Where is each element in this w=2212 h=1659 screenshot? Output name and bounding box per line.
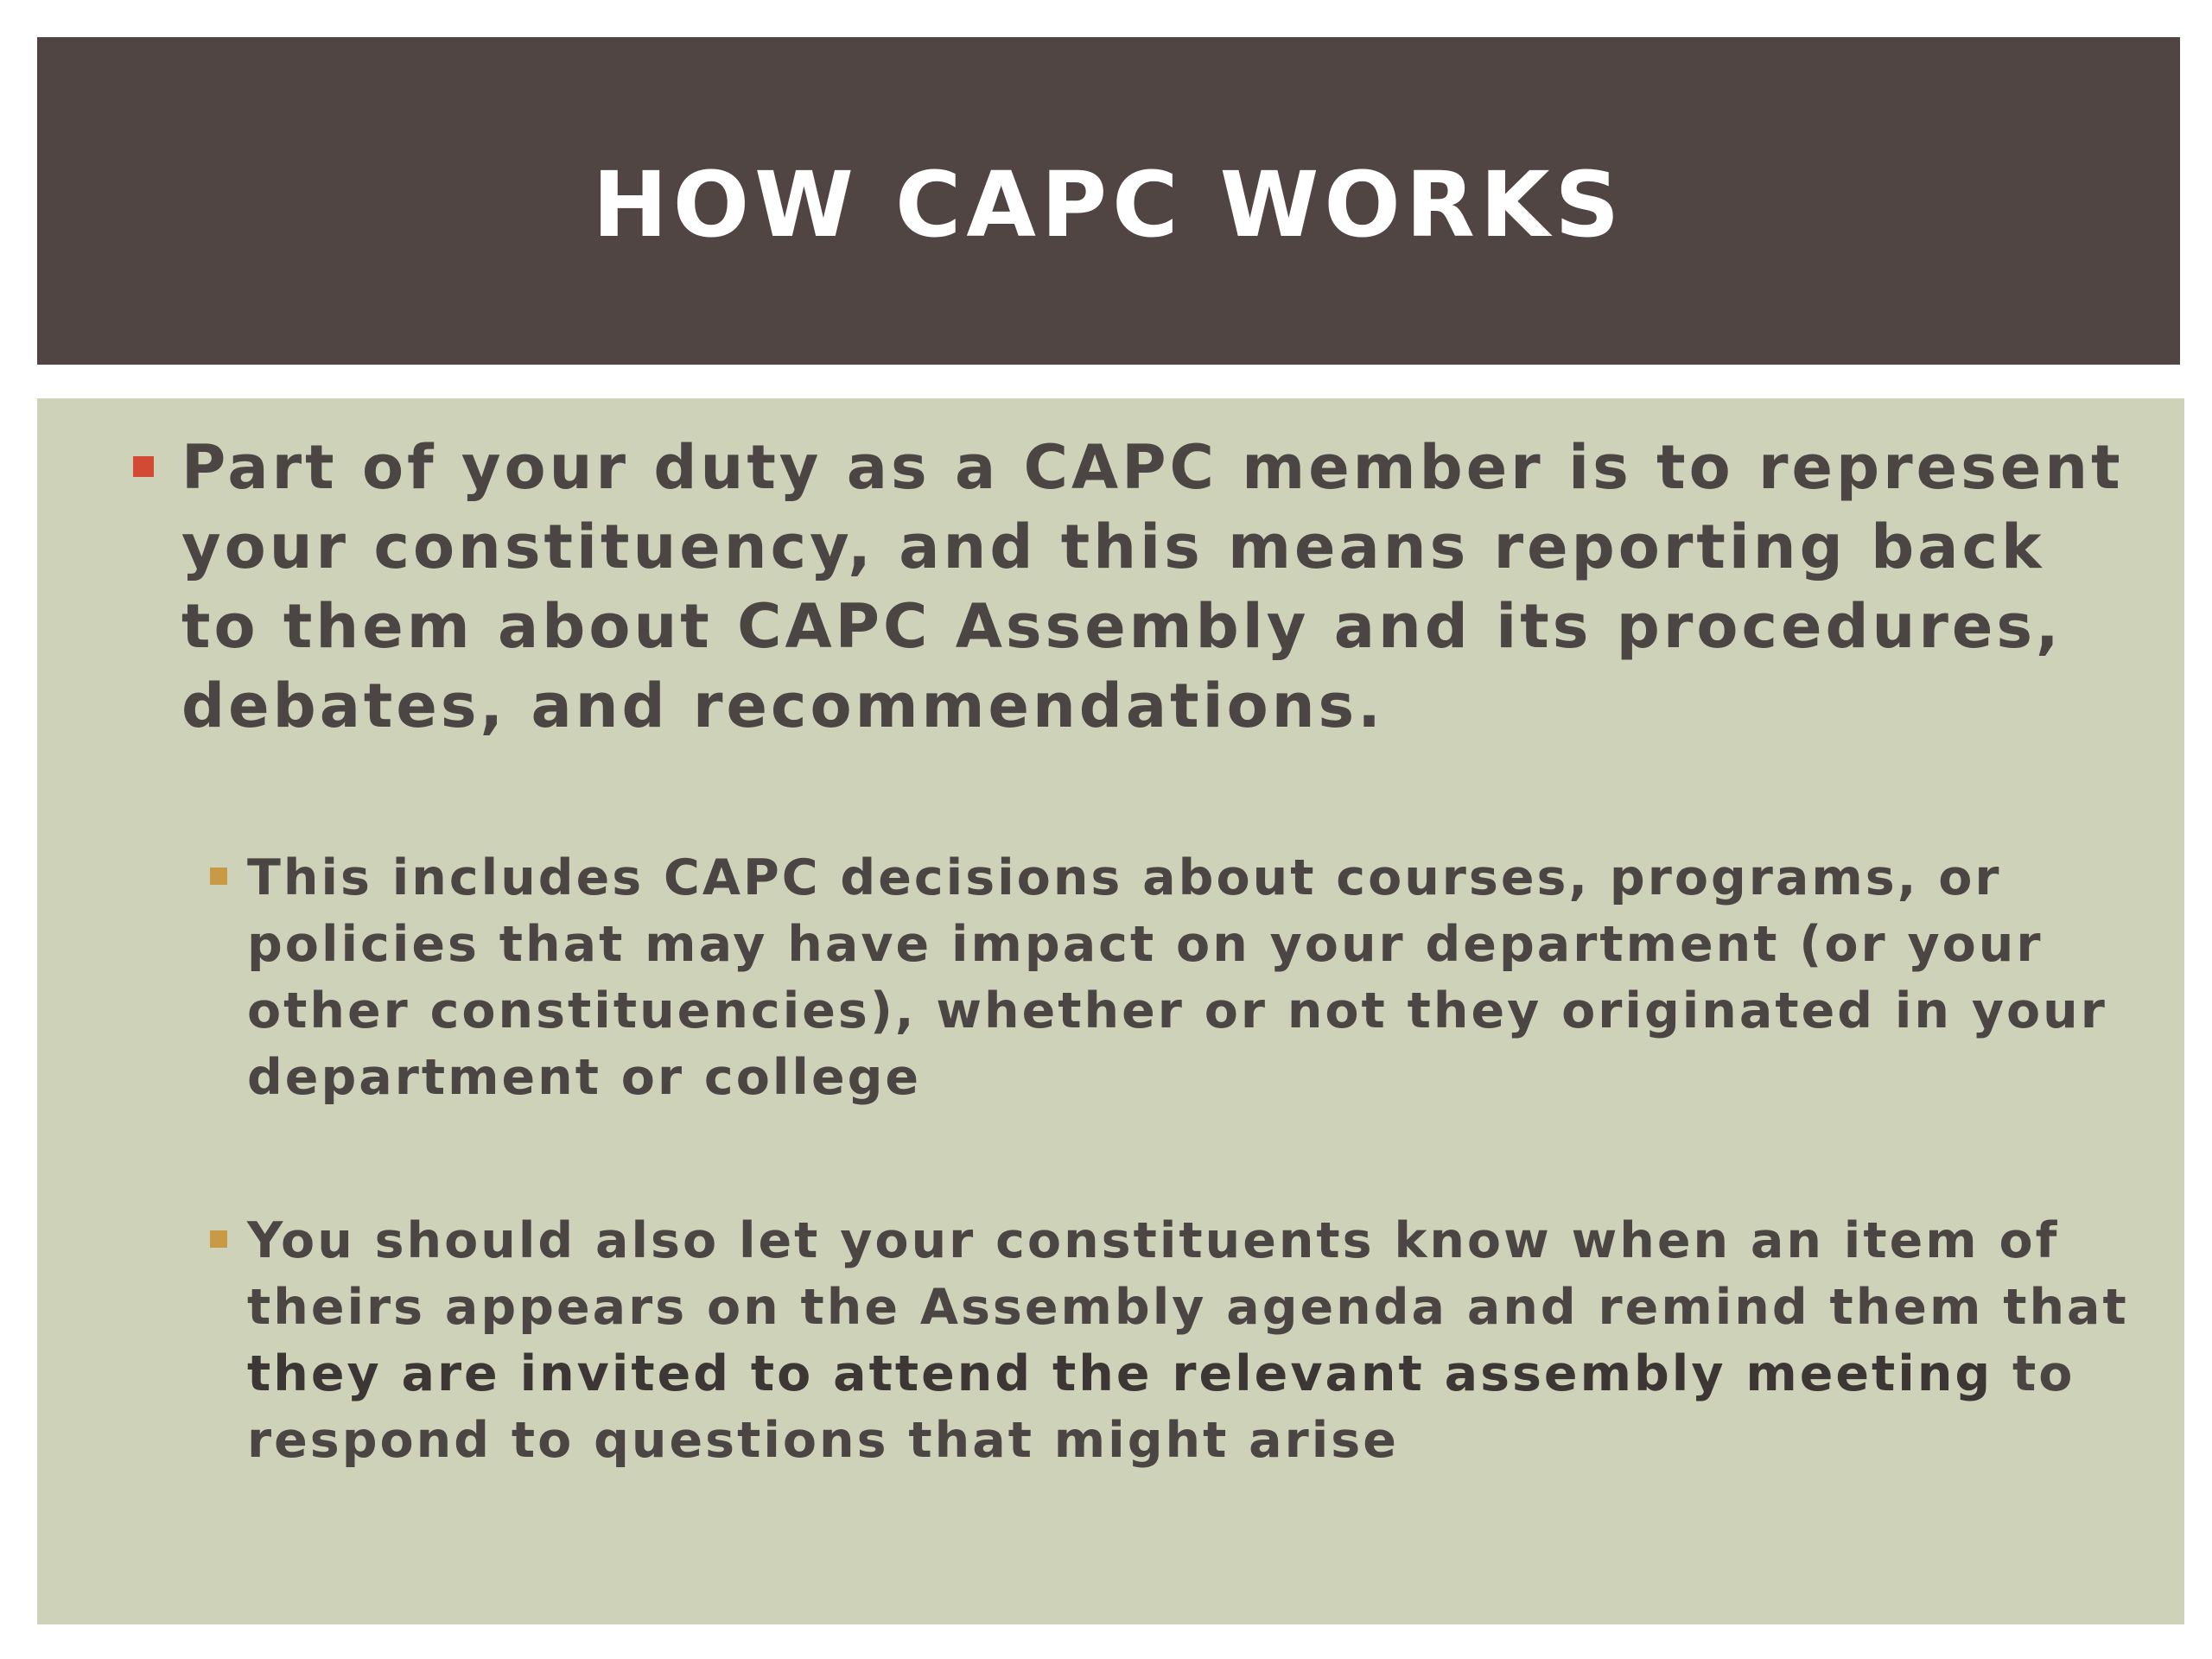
slide-title: HOW CAPC WORKS	[592, 151, 1625, 257]
sub-bullet-emphasis: they are invited to attend the relevant assembly meeting	[247, 1345, 1993, 1402]
main-bullet-text: Part of your duty as a CAPC member is to represent your constituency, and this means reporting back to them about CAPC Assembly and its procedures, debates, and recommendations.	[181, 432, 2124, 741]
sub-bullet-text-part: to respond to questions that might arise	[247, 1345, 2075, 1469]
sub-bullet-text-part: You should also let your constituents know when an item of theirs appears on the Assembly agenda and remind them that	[247, 1212, 2129, 1336]
square-bullet-icon	[210, 868, 227, 885]
sub-bullet-text	[247, 1208, 2131, 1474]
title-bar	[37, 37, 2180, 365]
square-bullet-icon	[133, 456, 154, 477]
square-bullet-icon	[210, 1230, 227, 1248]
sub-bullet-text: This includes CAPC decisions about courses, programs, or policies that may have impact on your department (or your other constituencies), whether or not they originated in your department or college	[247, 849, 2107, 1106]
